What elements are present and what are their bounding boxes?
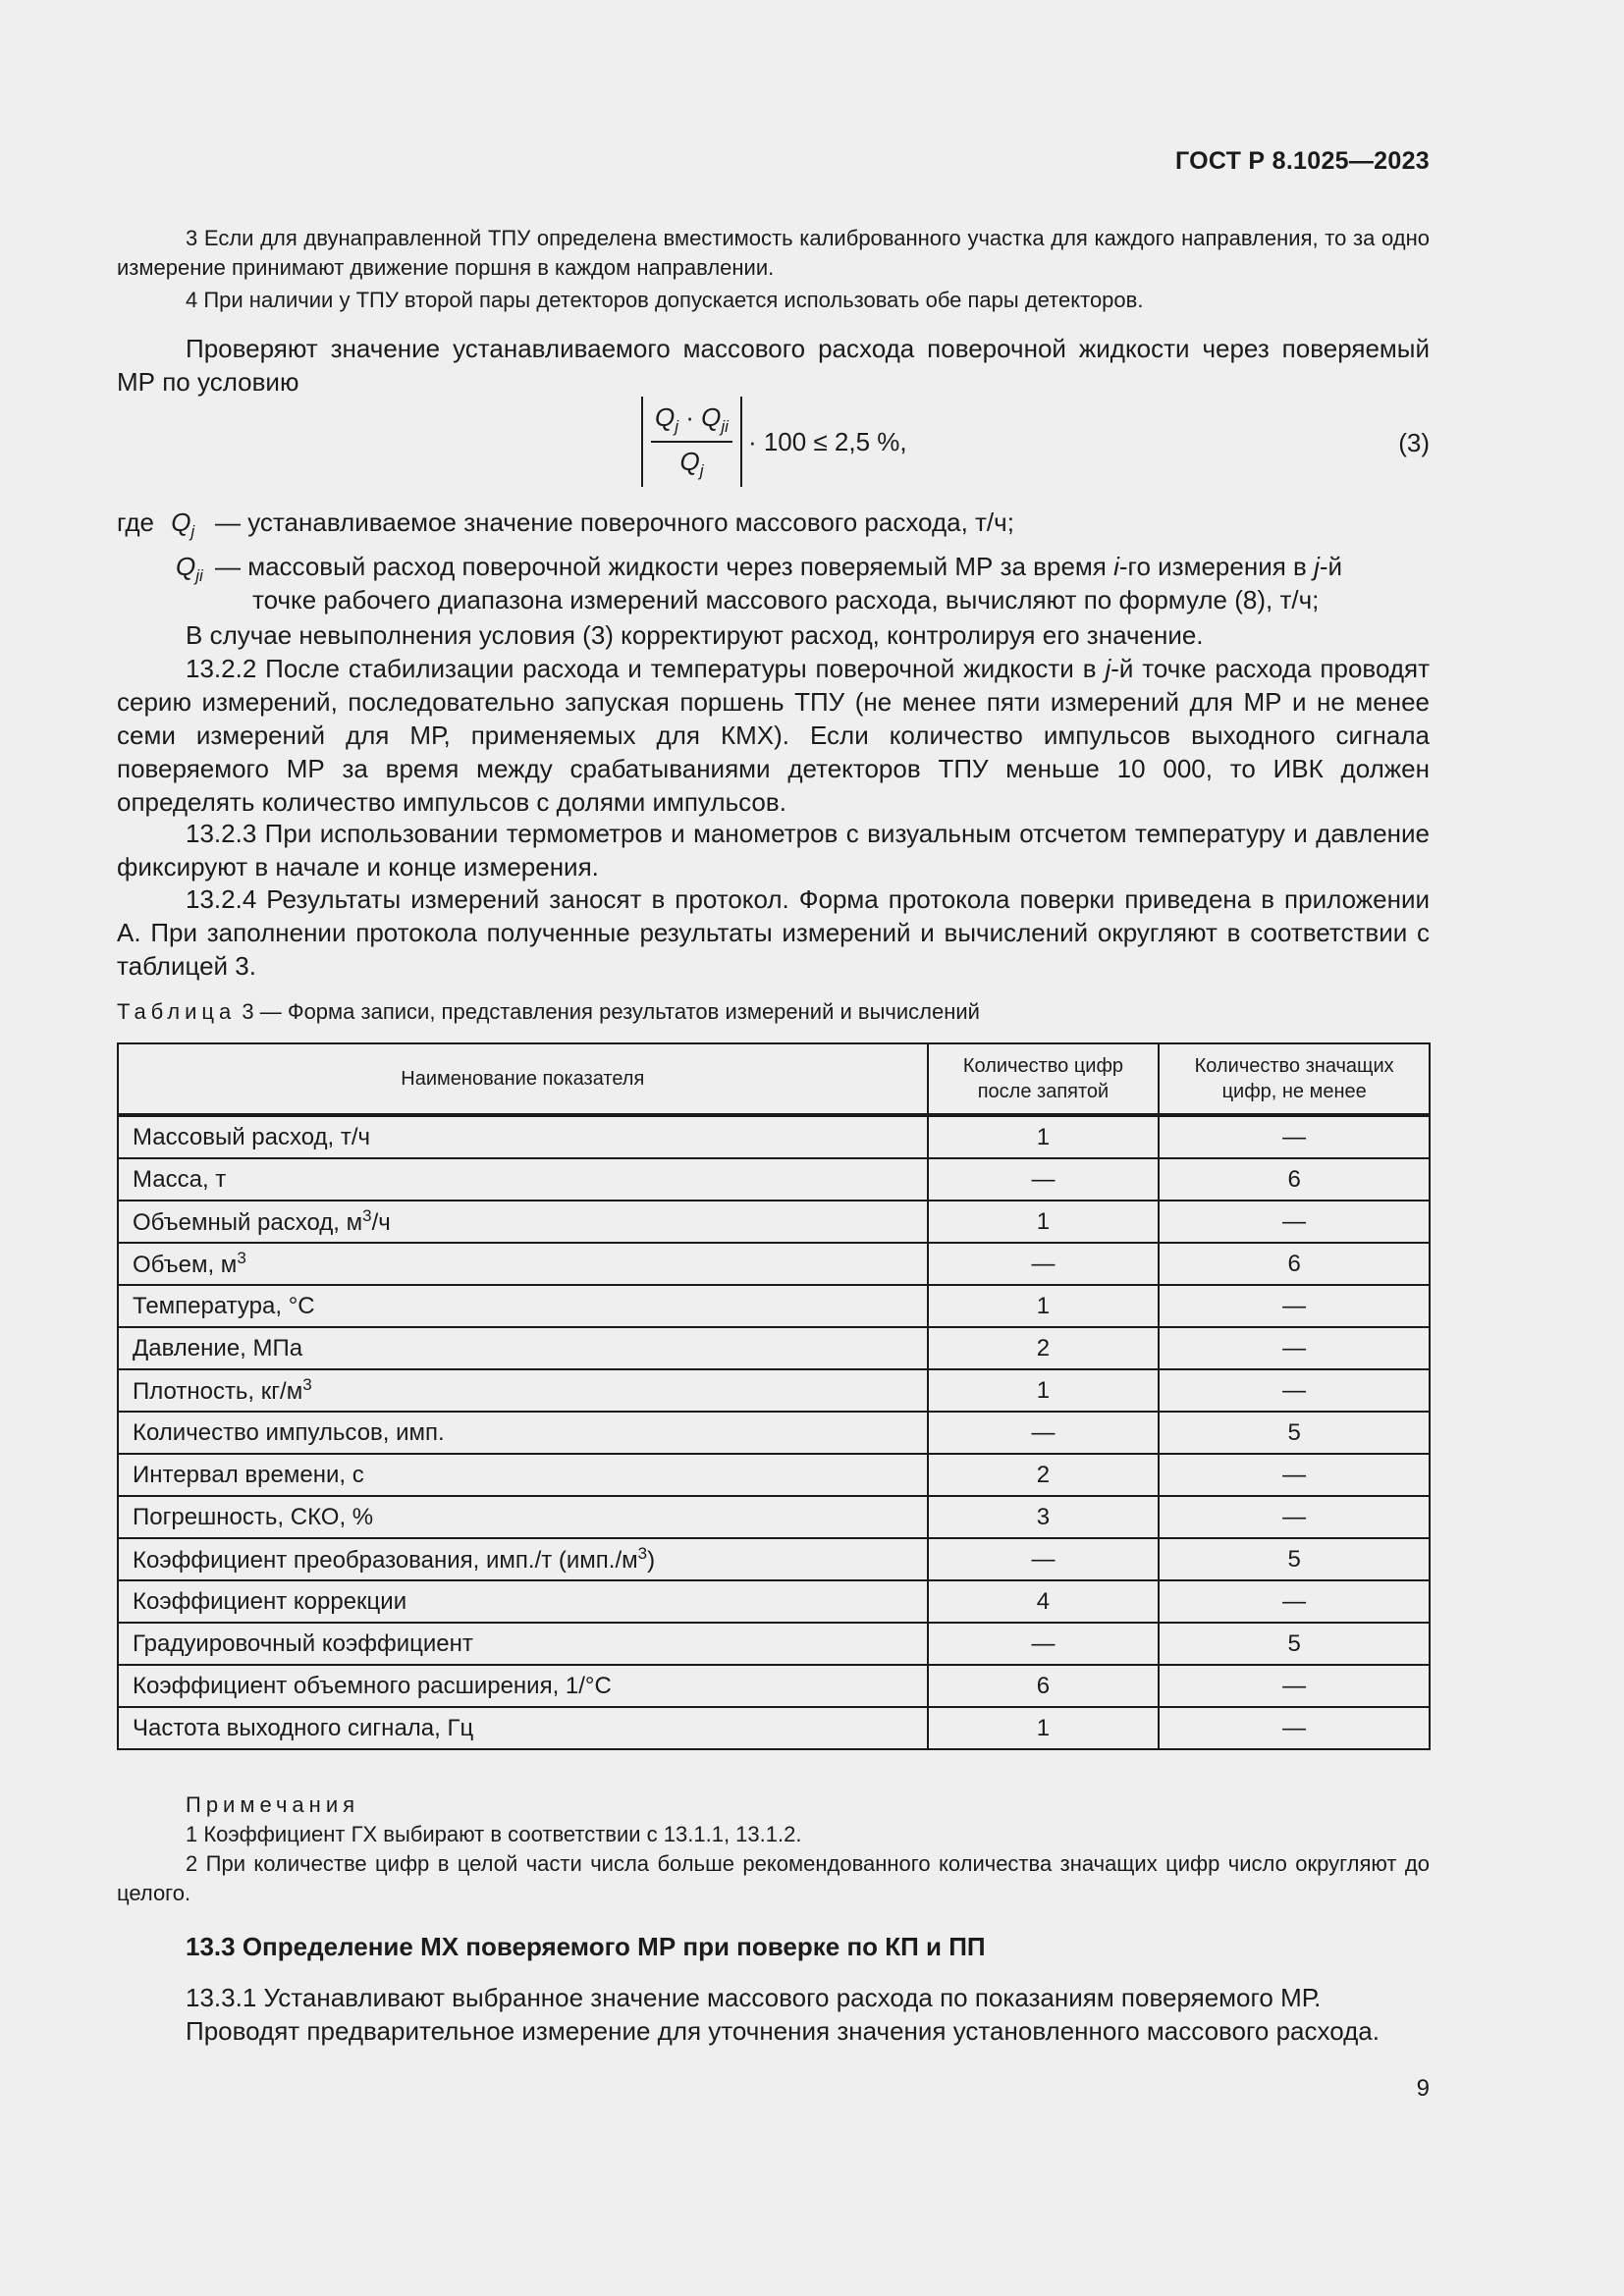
cell-significant-digits: — — [1159, 1580, 1430, 1623]
document-code: ГОСТ Р 8.1025—2023 — [1174, 147, 1430, 175]
formula-3 — [641, 397, 907, 487]
cell-significant-digits: — — [1159, 1496, 1430, 1538]
table-row — [118, 1285, 1430, 1327]
cell-indicator-name: Коэффициент преобразования, имп./т $(имп./м^3)$ — [118, 1538, 928, 1580]
paragraph-13-2-4: 13.2.4 Результаты измерений заносят в протокол. Форма протокола поверки приведена в приложении А. При заполнении протокола полученные результаты измерений и вычислений округляют в соответствии с таблицей 3. — [117, 884, 1430, 981]
cell-indicator-name: Количество импульсов, имп. — [118, 1412, 928, 1454]
header-indicator-name: Наименование показателя — [118, 1043, 928, 1115]
cell-digits-after-comma: 1 — [928, 1285, 1160, 1327]
where-q-ji-desc-line2: точке рабочего диапазона измерений массового расхода, вычисляют по формуле (8), т/ч; — [252, 585, 1320, 614]
table-row — [118, 1538, 1430, 1580]
table-row — [118, 1580, 1430, 1623]
table-row — [118, 1115, 1430, 1158]
table-notes — [117, 1790, 1430, 1908]
note-4: 4 При наличии у ТПУ второй пары детекторов допускается использовать обе пары детекторов. — [186, 288, 1144, 312]
equation-number: (3) — [1398, 428, 1430, 457]
paragraph-13-3-1-cont: Проводят предварительное измерение для уточнения значения установленного массового расхода. — [186, 2016, 1380, 2046]
cell-indicator-name: Массовый расход, т/ч — [118, 1115, 928, 1158]
table-row — [118, 1412, 1430, 1454]
violation-paragraph: В случае невыполнения условия (3) корректируют расход, контролируя его значение. — [186, 620, 1204, 650]
paragraph-13-3-1: 13.3.1 Устанавливают выбранное значение массового расхода по показаниям поверяемого МР. — [186, 1983, 1322, 2012]
table-row — [118, 1327, 1430, 1369]
fraction-numerator: $Q_j \cdot Q_{ji}$ — [651, 402, 732, 443]
fraction — [651, 402, 732, 481]
cell-digits-after-comma: 1 — [928, 1707, 1160, 1749]
table-row — [118, 1243, 1430, 1285]
paragraph-13-2-3: 13.2.3 При использовании термометров и манометров с визуальным отсчетом температуру и давление фиксируют в начале и конце измерения. — [117, 819, 1430, 881]
cell-indicator-name: Плотность, $кг/м^3$ — [118, 1369, 928, 1412]
cell-digits-after-comma: 2 — [928, 1454, 1160, 1496]
cell-significant-digits: — — [1159, 1665, 1430, 1707]
check-paragraph: Проверяют значение устанавливаемого массового расхода поверочной жидкости через поверяемый МР по условию — [117, 334, 1430, 397]
cell-significant-digits: 5 — [1159, 1538, 1430, 1580]
abs-value-bars — [641, 397, 742, 487]
where-q-ji: $Q_{ji}$ — [176, 552, 203, 586]
cell-indicator-name: Интервал времени, с — [118, 1454, 928, 1496]
paragraph-13-2-2: 13.2.2 После стабилизации расхода и температуры поверочной жидкости в j-й точке расхода проводят серию измерений, последовательно запуская поршень ТПУ (не менее пяти измерений для МР и не менее семи измерений для МР, применяемых для КМХ). Если количество импульсов выходного сигнала поверяемого МР за время между срабатываниями детекторов ТПУ меньше 10 000, то ИВК должен определять количество импульсов с долями импульсов. — [117, 654, 1430, 817]
cell-indicator-name: Температура, °C — [118, 1285, 928, 1327]
cell-digits-after-comma: 3 — [928, 1496, 1160, 1538]
cell-significant-digits: 5 — [1159, 1412, 1430, 1454]
cell-indicator-name: Давление, МПа — [118, 1327, 928, 1369]
cell-significant-digits: 6 — [1159, 1158, 1430, 1201]
cell-indicator-name: Частота выходного сигнала, Гц — [118, 1707, 928, 1749]
table-note-2: 2 При количестве цифр в целой части числа больше рекомендованного количества значащих цифр число округляют до целого. — [117, 1851, 1430, 1905]
cell-digits-after-comma: — — [928, 1243, 1160, 1285]
cell-indicator-name: Объемный расход, $м^3/ч$ — [118, 1201, 928, 1243]
where-q-j-desc: — устанавливаемое значение поверочного массового расхода, т/ч; — [215, 507, 1014, 537]
cell-significant-digits: 5 — [1159, 1623, 1430, 1665]
header-significant-digits: Количество значащих цифр, не менее — [1159, 1043, 1430, 1115]
table-row — [118, 1158, 1430, 1201]
cell-digits-after-comma: 1 — [928, 1369, 1160, 1412]
cell-digits-after-comma: — — [928, 1623, 1160, 1665]
cell-significant-digits: 6 — [1159, 1243, 1430, 1285]
cell-digits-after-comma: — — [928, 1412, 1160, 1454]
cell-indicator-name: Градуировочный коэффициент — [118, 1623, 928, 1665]
notes-title: Примечания — [186, 1792, 360, 1817]
header-digits-after-comma: Количество цифр после запятой — [928, 1043, 1160, 1115]
table-note-1: 1 Коэффициент ГХ выбирают в соответствии с 13.1.1, 13.1.2. — [186, 1822, 802, 1846]
cell-indicator-name: Коэффициент коррекции — [118, 1580, 928, 1623]
table-3 — [117, 1042, 1431, 1750]
where-q-ji-desc: — массовый расход поверочной жидкости через поверяемый МР за время i-го измерения в j-й — [215, 552, 1343, 581]
page-number: 9 — [1416, 2075, 1430, 2102]
table-caption: Таблица 3 — Форма записи, представления результатов измерений и вычислений — [117, 999, 980, 1024]
cell-digits-after-comma: — — [928, 1158, 1160, 1201]
cell-significant-digits: — — [1159, 1201, 1430, 1243]
cell-significant-digits: — — [1159, 1454, 1430, 1496]
cell-digits-after-comma: — — [928, 1538, 1160, 1580]
formula-rhs: · 100 ≤ 2,5 %, — [747, 426, 907, 456]
cell-significant-digits: — — [1159, 1285, 1430, 1327]
cell-digits-after-comma: 2 — [928, 1327, 1160, 1369]
cell-significant-digits: — — [1159, 1327, 1430, 1369]
table-row — [118, 1454, 1430, 1496]
cell-digits-after-comma: 4 — [928, 1580, 1160, 1623]
table-row — [118, 1623, 1430, 1665]
cell-significant-digits: — — [1159, 1369, 1430, 1412]
cell-digits-after-comma: 1 — [928, 1115, 1160, 1158]
table-row — [118, 1369, 1430, 1412]
cell-digits-after-comma: 6 — [928, 1665, 1160, 1707]
cell-indicator-name: Коэффициент объемного расширения, 1/°C — [118, 1665, 928, 1707]
cell-significant-digits: — — [1159, 1707, 1430, 1749]
table-row — [118, 1707, 1430, 1749]
cell-indicator-name: Масса, т — [118, 1158, 928, 1201]
note-3: 3 Если для двунаправленной ТПУ определена вместимость калиброванного участка для каждого направления, то за одно измерение принимают движение поршня в каждом направлении. — [117, 226, 1430, 280]
where-q-j: где $Q_j$ — [117, 507, 195, 542]
section-title-13-3: 13.3 Определение МХ поверяемого МР при поверке по КП и ПП — [186, 1932, 986, 1961]
table-row — [118, 1665, 1430, 1707]
cell-indicator-name: Погрешность, СКО, % — [118, 1496, 928, 1538]
table-row — [118, 1496, 1430, 1538]
table-row — [118, 1201, 1430, 1243]
cell-indicator-name: Объем, $м^3$ — [118, 1243, 928, 1285]
cell-significant-digits: — — [1159, 1115, 1430, 1158]
fraction-denominator: $Q_j$ — [679, 447, 704, 481]
cell-digits-after-comma: 1 — [928, 1201, 1160, 1243]
